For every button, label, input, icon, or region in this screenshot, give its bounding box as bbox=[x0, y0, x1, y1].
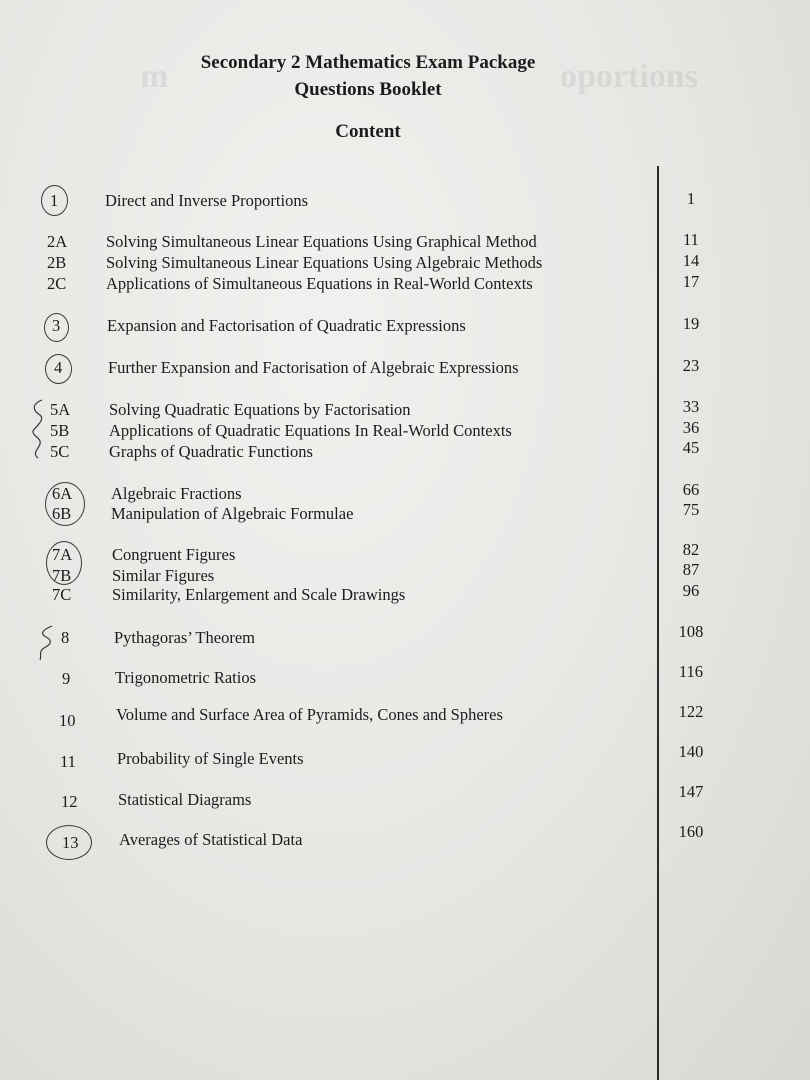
entry-page: 17 bbox=[682, 272, 700, 291]
booklet-title: Secondary 2 Mathematics Exam Package bbox=[200, 52, 536, 73]
entry-page: 23 bbox=[682, 356, 700, 375]
entry-number: 4 bbox=[54, 358, 63, 377]
entry-number: 7B bbox=[52, 566, 72, 585]
entry-title: Solving Simultaneous Linear Equations Using Graphical Method bbox=[106, 232, 537, 251]
entry-number: 2B bbox=[47, 253, 67, 272]
entry-title: Graphs of Quadratic Functions bbox=[109, 442, 313, 461]
entry-number: 12 bbox=[61, 792, 78, 811]
entry-title: Congruent Figures bbox=[112, 545, 236, 564]
entry-title: Expansion and Factorisation of Quadratic Expressions bbox=[107, 316, 466, 335]
entry-number: 5A bbox=[50, 400, 71, 419]
entry-title: Trigonometric Ratios bbox=[115, 668, 257, 687]
entry-page: 82 bbox=[682, 540, 700, 559]
page-number-divider bbox=[657, 166, 659, 1080]
entry-title: Similar Figures bbox=[112, 566, 215, 585]
entry-number: 5B bbox=[50, 421, 70, 440]
entry-page: 33 bbox=[682, 397, 700, 416]
entry-page: 14 bbox=[682, 251, 700, 270]
entry-number: 11 bbox=[60, 752, 76, 771]
entry-title: Probability of Single Events bbox=[117, 749, 304, 768]
entry-title: Similarity, Enlargement and Scale Drawings bbox=[112, 585, 406, 604]
booklet-subtitle: Questions Booklet bbox=[294, 79, 442, 100]
entry-title: Manipulation of Algebraic Formulae bbox=[111, 504, 354, 523]
entry-title: Applications of Simultaneous Equations in Real-World Contexts bbox=[106, 274, 533, 293]
entry-title: Pythagoras’ Theorem bbox=[114, 628, 255, 647]
entry-number: 2C bbox=[47, 274, 67, 293]
entry-number: 7C bbox=[52, 585, 72, 604]
entry-page: 36 bbox=[682, 418, 700, 437]
entry-number: 6A bbox=[52, 484, 73, 503]
entry-page: 140 bbox=[678, 742, 704, 761]
entry-number: 8 bbox=[61, 628, 70, 647]
entry-page: 75 bbox=[682, 500, 700, 519]
bleed-through-text: m bbox=[140, 58, 169, 95]
entry-title: Solving Quadratic Equations by Factorisation bbox=[109, 400, 411, 419]
bleed-through-text: oportions bbox=[560, 58, 698, 95]
entry-page: 66 bbox=[682, 480, 700, 499]
entry-page: 108 bbox=[678, 622, 704, 641]
pen-squiggle-mark bbox=[28, 398, 48, 460]
entry-number: 1 bbox=[50, 191, 59, 210]
entry-number: 5C bbox=[50, 442, 70, 461]
entry-title: Averages of Statistical Data bbox=[119, 830, 303, 849]
entry-title: Volume and Surface Area of Pyramids, Cones and Spheres bbox=[116, 705, 503, 724]
entry-title: Statistical Diagrams bbox=[118, 790, 252, 809]
entry-page: 1 bbox=[686, 189, 696, 208]
entry-page: 87 bbox=[682, 560, 700, 579]
entry-title: Algebraic Fractions bbox=[111, 484, 242, 503]
entry-number: 3 bbox=[52, 316, 61, 335]
entry-title: Applications of Quadratic Equations In Real-World Contexts bbox=[109, 421, 512, 440]
entry-title: Solving Simultaneous Linear Equations Using Algebraic Methods bbox=[106, 253, 543, 272]
entry-number: 9 bbox=[62, 669, 71, 688]
entry-number: 10 bbox=[59, 711, 76, 730]
contents-heading: Content bbox=[335, 121, 401, 142]
entry-number: 13 bbox=[62, 833, 79, 852]
entry-page: 11 bbox=[683, 230, 699, 249]
entry-number: 7A bbox=[52, 545, 73, 564]
entry-page: 116 bbox=[678, 662, 704, 681]
entry-number: 6B bbox=[52, 504, 72, 523]
entry-page: 147 bbox=[678, 782, 704, 801]
entry-title: Direct and Inverse Proportions bbox=[105, 191, 308, 210]
entry-number: 2A bbox=[47, 232, 68, 251]
entry-page: 19 bbox=[682, 314, 700, 333]
entry-page: 45 bbox=[682, 438, 700, 457]
entry-title: Further Expansion and Factorisation of Algebraic Expressions bbox=[108, 358, 519, 377]
pen-squiggle-mark bbox=[36, 624, 58, 662]
entry-page: 160 bbox=[678, 822, 704, 841]
entry-page: 96 bbox=[682, 581, 700, 600]
entry-page: 122 bbox=[678, 702, 704, 721]
